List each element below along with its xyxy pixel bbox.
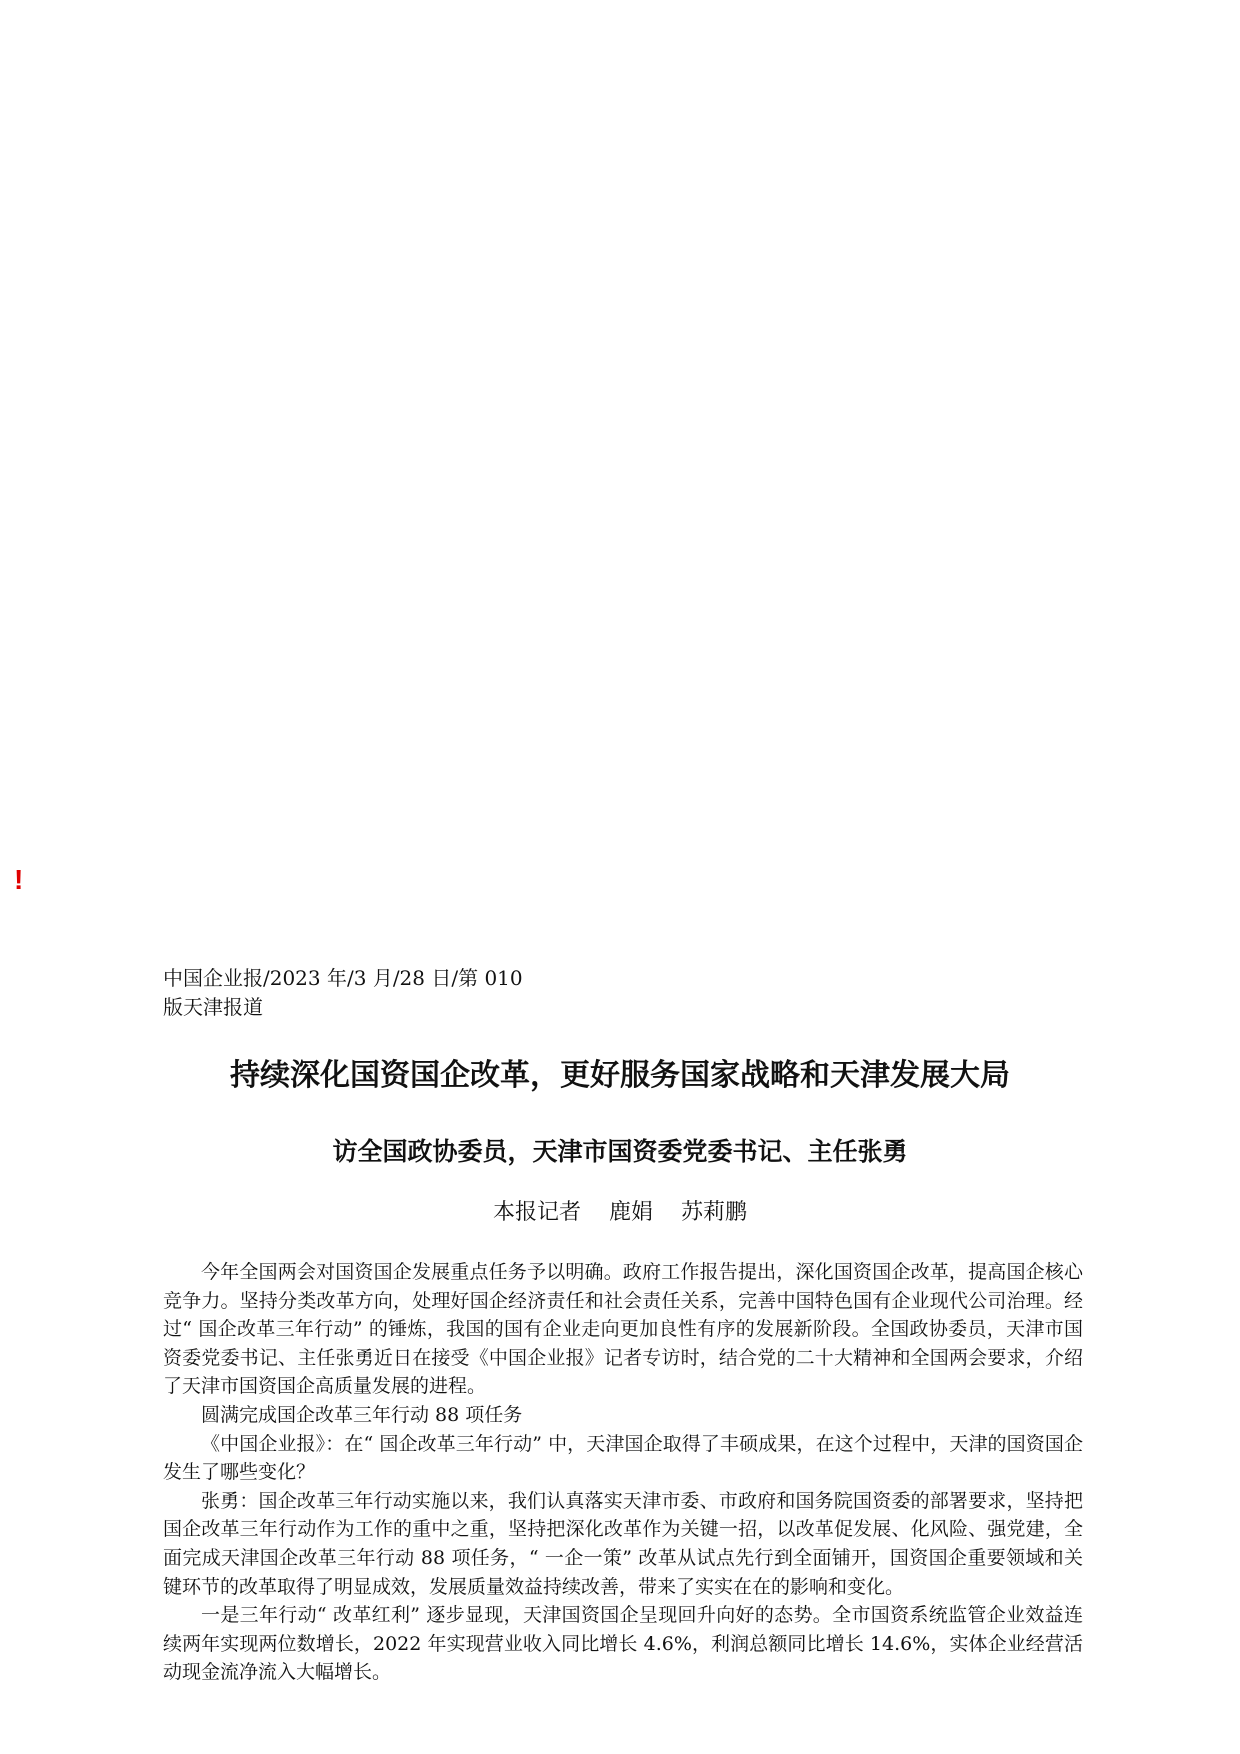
red-exclamation-marker: ! bbox=[14, 864, 24, 895]
source-citation bbox=[163, 964, 563, 1022]
paragraph-point-one: 一是三年行动“ 改革红利” 逐步显现，天津国资国企呈现回升向好的态势。全市国资系统监管企业效益连续两年实现两位数增长，2022 年实现营业收入同比增长 4.6%，利润总额同比增长 14.6%，实体企业经营活动现金流净流入大幅增长。 bbox=[163, 1604, 1083, 1684]
article-body bbox=[163, 1258, 1083, 1687]
paragraph-question: 《中国企业报》：在“ 国企改革三年行动” 中，天津国企取得了丰硕成果，在这个过程中，天津的国资国企发生了哪些变化？ bbox=[163, 1432, 1083, 1484]
article-byline: 本报记者 鹿娟 苏莉鹏 bbox=[493, 1200, 747, 1225]
paragraph-intro: 今年全国两会对国资国企发展重点任务予以明确。政府工作报告提出，深化国资国企改革，提高国企核心竞争力。坚持分类改革方向，处理好国企经济责任和社会责任关系，完善中国特色国有企业现代公司治理。经过“ 国企改革三年行动” 的锤炼，我国的国有企业走向更加良性有序的发展新阶段。全国政协委员，天津市国资委党委书记、主任张勇近日在接受《中国企业报》记者专访时，结合党的二十大精神和全国两会要求，介绍了天津市国资国企高质量发展的进程。 bbox=[163, 1261, 1083, 1398]
source-line-2: 版天津报道 bbox=[163, 995, 263, 1019]
paragraph-answer: 张勇：国企改革三年行动实施以来，我们认真落实天津市委、市政府和国务院国资委的部署要求，坚持把国企改革三年行动作为工作的重中之重，坚持把深化改革作为关键一招，以改革促发展、化风险、强党建，全面完成天津国企改革三年行动 88 项任务，“ 一企一策” 改革从试点先行到全面铺开，国资国企重要领域和关键环节的改革取得了明显成效，发展质量效益持续改善，带来了实实在在的影响和变化。 bbox=[163, 1489, 1083, 1598]
article-subtitle: 访全国政协委员，天津市国资委党委书记、主任张勇 bbox=[332, 1137, 908, 1166]
article-title: 持续深化国资国企改革，更好服务国家战略和天津发展大局 bbox=[230, 1058, 1010, 1093]
section-heading: 圆满完成国企改革三年行动 88 项任务 bbox=[201, 1403, 523, 1426]
source-line-1: 中国企业报/2023 年/3 月/28 日/第 010 bbox=[163, 966, 523, 990]
